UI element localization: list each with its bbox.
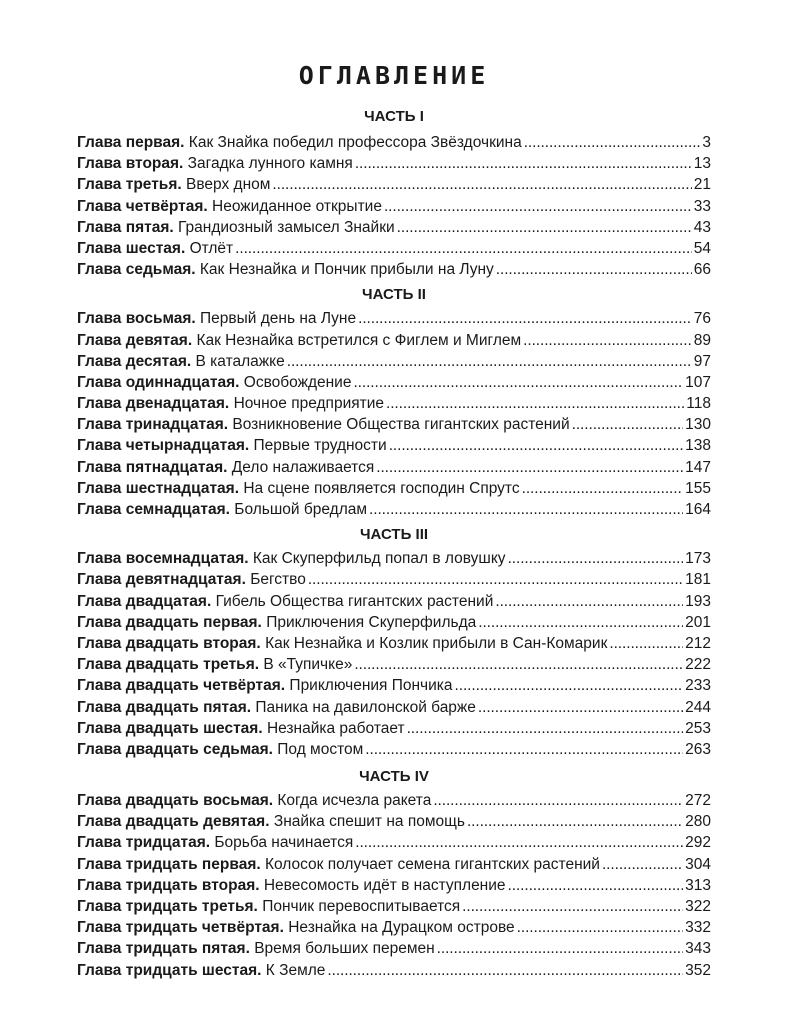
chapter-entry-text xyxy=(77,174,270,195)
chapter-title: Загадка лунного камня xyxy=(187,155,353,173)
chapter-entry-text xyxy=(77,153,353,174)
chapter-entry-text xyxy=(77,790,431,811)
chapter-number: Глава седьмая. xyxy=(77,261,196,279)
chapter-title: Колосок получает семена гигантских растений xyxy=(264,855,600,873)
chapter-entry-text xyxy=(77,499,367,520)
toc-entry[interactable] xyxy=(77,633,711,654)
toc-entry[interactable] xyxy=(77,372,711,393)
chapter-number: Глава тридцать четвёртая. xyxy=(77,919,284,937)
page-number: 33 xyxy=(693,197,711,215)
chapter-title: Ночное предприятие xyxy=(233,395,384,413)
dot-leader xyxy=(572,414,684,435)
chapter-entry-text xyxy=(77,739,363,760)
page-number: 43 xyxy=(693,218,711,236)
toc-entry[interactable] xyxy=(77,811,711,832)
chapter-number: Глава одиннадцатая. xyxy=(77,373,240,391)
chapter-number: Глава пятая. xyxy=(77,218,174,236)
toc-entry[interactable] xyxy=(77,875,711,896)
chapter-title: Освобождение xyxy=(243,373,352,391)
toc-entry[interactable] xyxy=(77,896,711,917)
toc-entry[interactable] xyxy=(77,259,711,280)
page-number: 3 xyxy=(702,134,711,151)
chapter-entry-text xyxy=(77,217,395,238)
chapter-number: Глава двадцать шестая. xyxy=(77,719,263,737)
chapter-number: Глава тридцать первая. xyxy=(77,855,261,873)
chapter-entry-text xyxy=(77,917,515,938)
dot-leader xyxy=(389,435,683,456)
chapter-entry-text xyxy=(77,675,453,696)
page-number: 292 xyxy=(685,834,711,852)
toc-entry[interactable] xyxy=(77,217,711,238)
chapter-number: Глава тринадцатая. xyxy=(77,416,229,434)
chapter-title: Как Незнайка встретился с Фиглем и Миглем xyxy=(196,331,522,349)
toc-entry[interactable] xyxy=(77,917,711,938)
chapter-title: Дело налаживается xyxy=(231,458,375,476)
toc-entry[interactable] xyxy=(77,654,711,675)
toc-entry[interactable] xyxy=(77,153,711,174)
dot-leader xyxy=(478,697,683,718)
dot-leader xyxy=(524,132,701,153)
dot-leader xyxy=(272,174,691,195)
page-number: 54 xyxy=(693,239,711,257)
page-number: 138 xyxy=(685,437,711,455)
toc-list xyxy=(77,108,711,981)
chapter-entry-text xyxy=(77,548,506,569)
page-number: 313 xyxy=(685,876,711,894)
dot-leader xyxy=(523,330,692,351)
chapter-number: Глава двадцать третья. xyxy=(77,656,260,674)
dot-leader xyxy=(517,917,683,938)
chapter-entry-text xyxy=(77,612,476,633)
chapter-number: Глава тридцатая. xyxy=(77,834,211,852)
chapter-title: Бегство xyxy=(250,571,306,589)
toc-entry[interactable] xyxy=(77,790,711,811)
chapter-entry-text xyxy=(77,697,476,718)
chapter-number: Глава шестая. xyxy=(77,239,186,257)
dot-leader xyxy=(496,259,692,280)
page-number: 222 xyxy=(685,656,711,674)
toc-entry[interactable] xyxy=(77,435,711,456)
page-number: 21 xyxy=(693,176,711,194)
dot-leader xyxy=(355,832,683,853)
page-number: 13 xyxy=(693,155,711,173)
chapter-number: Глава шестнадцатая. xyxy=(77,479,240,497)
toc-entry[interactable] xyxy=(77,414,711,435)
toc-entry[interactable] xyxy=(77,457,711,478)
chapter-title: Приключения Скуперфильда xyxy=(266,613,477,631)
toc-entry[interactable] xyxy=(77,697,711,718)
chapter-entry-text xyxy=(77,654,352,675)
dot-leader xyxy=(369,499,683,520)
dot-leader xyxy=(478,612,683,633)
chapter-title: Незнайка на Дурацком острове xyxy=(288,919,515,937)
chapter-number: Глава девятнадцатая. xyxy=(77,571,246,589)
chapter-number: Глава двадцатая. xyxy=(77,592,212,610)
dot-leader xyxy=(376,457,683,478)
chapter-number: Глава вторая. xyxy=(77,155,184,173)
page-number: 280 xyxy=(685,813,711,831)
chapter-number: Глава восемнадцатая. xyxy=(77,550,249,568)
chapter-title: Гибель Общества гигантских растений xyxy=(215,592,494,610)
chapter-title: Паника на давилонской барже xyxy=(255,698,476,716)
toc-entry[interactable] xyxy=(77,832,711,853)
dot-leader xyxy=(433,790,683,811)
chapter-number: Глава тридцать пятая. xyxy=(77,940,250,958)
toc-entry[interactable] xyxy=(77,478,711,499)
page-number: 212 xyxy=(685,634,711,652)
chapter-number: Глава семнадцатая. xyxy=(77,501,230,518)
page-number: 173 xyxy=(685,550,711,568)
chapter-title: Знайка спешит на помощь xyxy=(273,813,465,831)
page-number: 89 xyxy=(693,331,711,349)
toc-entry[interactable] xyxy=(77,569,711,590)
page-number: 76 xyxy=(693,310,711,328)
page-number: 130 xyxy=(685,416,711,434)
chapter-number: Глава девятая. xyxy=(77,331,193,349)
page-number: 263 xyxy=(685,740,711,758)
page-number: 244 xyxy=(685,698,711,716)
chapter-entry-text xyxy=(77,238,233,259)
page-number: 332 xyxy=(685,919,711,937)
chapter-entry-text xyxy=(77,414,570,435)
chapter-title: Невесомость идёт в наступление xyxy=(263,876,506,894)
chapter-title: Под мостом xyxy=(277,740,364,758)
part-heading: ЧАСТЬ II xyxy=(362,286,426,304)
chapter-title: Большой бредлам xyxy=(234,501,368,518)
dot-leader xyxy=(386,393,684,414)
chapter-entry-text xyxy=(77,854,600,875)
chapter-number: Глава восьмая. xyxy=(77,310,196,328)
chapter-title: На сцене появляется господин Спрутс xyxy=(243,479,520,497)
chapter-number: Глава тридцать шестая. xyxy=(77,961,262,979)
chapter-title: Вверх дном xyxy=(186,176,271,194)
chapter-number: Глава третья. xyxy=(77,176,182,194)
chapter-entry-text xyxy=(77,591,493,612)
chapter-title: Пончик перевоспитывается xyxy=(262,898,461,915)
page-number: 272 xyxy=(685,792,711,810)
dot-leader xyxy=(353,372,683,393)
dot-leader xyxy=(522,478,684,499)
dot-leader xyxy=(287,351,692,372)
chapter-number: Глава двадцать вторая. xyxy=(77,634,261,652)
chapter-entry-text xyxy=(77,938,435,959)
page-number: 107 xyxy=(685,373,711,391)
chapter-entry-text xyxy=(77,811,465,832)
chapter-entry-text xyxy=(77,633,607,654)
chapter-number: Глава четвёртая. xyxy=(77,197,208,215)
part-heading: ЧАСТЬ III xyxy=(359,526,429,544)
toc-entry[interactable] xyxy=(77,308,711,329)
page-number: 147 xyxy=(685,458,711,476)
dot-leader xyxy=(308,569,683,590)
toc-entry[interactable] xyxy=(77,938,711,959)
chapter-number: Глава двадцать пятая. xyxy=(77,698,252,716)
dot-leader xyxy=(355,153,692,174)
chapter-title: Как Незнайка и Пончик прибыли на Луну xyxy=(199,261,494,279)
chapter-title: Возникновение Общества гигантских растений xyxy=(232,416,570,434)
page-number: 193 xyxy=(685,592,711,610)
dot-leader xyxy=(609,633,683,654)
chapter-entry-text xyxy=(77,372,351,393)
toc-entry[interactable] xyxy=(77,591,711,612)
page-number: 118 xyxy=(686,395,711,413)
chapter-title: Отлёт xyxy=(189,239,234,257)
toc-entry[interactable] xyxy=(77,196,711,217)
page-number: 233 xyxy=(685,677,711,695)
part-heading: ЧАСТЬ I xyxy=(364,108,424,125)
page-title: ОГЛАВЛЕНИЕ xyxy=(298,61,490,90)
chapter-entry-text xyxy=(77,896,460,917)
dot-leader xyxy=(455,675,684,696)
chapter-number: Глава двадцать четвёртая. xyxy=(77,677,286,695)
chapter-title: Время больших перемен xyxy=(254,940,435,958)
toc-entry[interactable] xyxy=(77,854,711,875)
page-number: 253 xyxy=(685,719,711,737)
chapter-title: К Земле xyxy=(265,961,326,979)
chapter-title: Первые трудности xyxy=(253,437,387,455)
chapter-entry-text xyxy=(77,435,387,456)
dot-leader xyxy=(437,938,683,959)
chapter-entry-text xyxy=(77,132,522,153)
chapter-number: Глава двадцать первая. xyxy=(77,613,262,631)
toc-entry[interactable] xyxy=(77,132,711,153)
chapter-number: Глава двенадцатая. xyxy=(77,395,230,413)
toc-entry[interactable] xyxy=(77,330,711,351)
chapter-entry-text xyxy=(77,718,405,739)
toc-entry[interactable] xyxy=(77,960,711,981)
chapter-number: Глава четырнадцатая. xyxy=(77,437,250,455)
chapter-title: Приключения Пончика xyxy=(289,677,453,695)
chapter-number: Глава двадцать седьмая. xyxy=(77,740,273,758)
toc-entry[interactable] xyxy=(77,499,711,520)
chapter-title: Незнайка работает xyxy=(266,719,405,737)
part-heading: ЧАСТЬ IV xyxy=(359,768,429,786)
chapter-entry-text xyxy=(77,832,353,853)
page-number: 201 xyxy=(685,613,711,631)
toc-entry[interactable] xyxy=(77,238,711,259)
toc-entry[interactable] xyxy=(77,548,711,569)
toc-entry[interactable] xyxy=(77,612,711,633)
chapter-title: Грандиозный замысел Знайки xyxy=(178,218,395,236)
chapter-entry-text xyxy=(77,457,374,478)
dot-leader xyxy=(358,308,692,329)
chapter-number: Глава десятая. xyxy=(77,352,192,370)
page-number: 164 xyxy=(685,501,711,518)
chapter-number: Глава двадцать восьмая. xyxy=(77,792,274,810)
toc-entry[interactable] xyxy=(77,739,711,760)
chapter-entry-text xyxy=(77,351,285,372)
page-number: 66 xyxy=(693,261,711,279)
chapter-number: Глава тридцать третья. xyxy=(77,898,258,915)
dot-leader xyxy=(467,811,683,832)
page-number: 97 xyxy=(693,352,711,370)
dot-leader xyxy=(602,854,683,875)
toc-entry[interactable] xyxy=(77,718,711,739)
toc-entry[interactable] xyxy=(77,675,711,696)
toc-entry[interactable] xyxy=(77,174,711,195)
chapter-entry-text xyxy=(77,308,356,329)
toc-entry[interactable] xyxy=(77,393,711,414)
chapter-title: Как Знайка победил профессора Звёздочкина xyxy=(188,134,522,151)
page-number: 304 xyxy=(685,855,711,873)
chapter-title: Неожиданное открытие xyxy=(212,197,382,215)
chapter-entry-text xyxy=(77,875,506,896)
dot-leader xyxy=(365,739,683,760)
chapter-entry-text xyxy=(77,478,520,499)
dot-leader xyxy=(327,960,683,981)
dot-leader xyxy=(495,591,683,612)
dot-leader xyxy=(508,875,684,896)
chapter-number: Глава пятнадцатая. xyxy=(77,458,228,476)
chapter-title: Борьба начинается xyxy=(214,834,354,852)
chapter-number: Глава первая. xyxy=(77,134,185,151)
dot-leader xyxy=(407,718,684,739)
chapter-title: Как Скуперфильд попал в ловушку xyxy=(252,550,506,568)
page-number: 322 xyxy=(685,898,711,915)
page-number: 343 xyxy=(685,940,711,958)
chapter-entry-text xyxy=(77,393,384,414)
dot-leader xyxy=(508,548,684,569)
chapter-entry-text xyxy=(77,259,494,280)
dot-leader xyxy=(235,238,692,259)
page-number: 181 xyxy=(685,571,711,589)
page-number: 352 xyxy=(685,961,711,979)
dot-leader xyxy=(397,217,692,238)
chapter-entry-text xyxy=(77,569,306,590)
chapter-entry-text xyxy=(77,330,521,351)
dot-leader xyxy=(354,654,683,675)
chapter-title: Когда исчезла ракета xyxy=(277,792,432,810)
dot-leader xyxy=(462,896,683,917)
toc-entry[interactable] xyxy=(77,351,711,372)
page-number: 155 xyxy=(685,479,711,497)
chapter-title: В «Тупичке» xyxy=(263,656,353,674)
chapter-title: Первый день на Луне xyxy=(200,310,357,328)
chapter-entry-text xyxy=(77,960,325,981)
chapter-title: В каталажке xyxy=(195,352,285,370)
chapter-title: Как Незнайка и Козлик прибыли в Сан-Комарик xyxy=(265,634,608,652)
chapter-number: Глава двадцать девятая. xyxy=(77,813,270,831)
chapter-number: Глава тридцать вторая. xyxy=(77,876,260,894)
chapter-entry-text xyxy=(77,196,382,217)
dot-leader xyxy=(384,196,692,217)
